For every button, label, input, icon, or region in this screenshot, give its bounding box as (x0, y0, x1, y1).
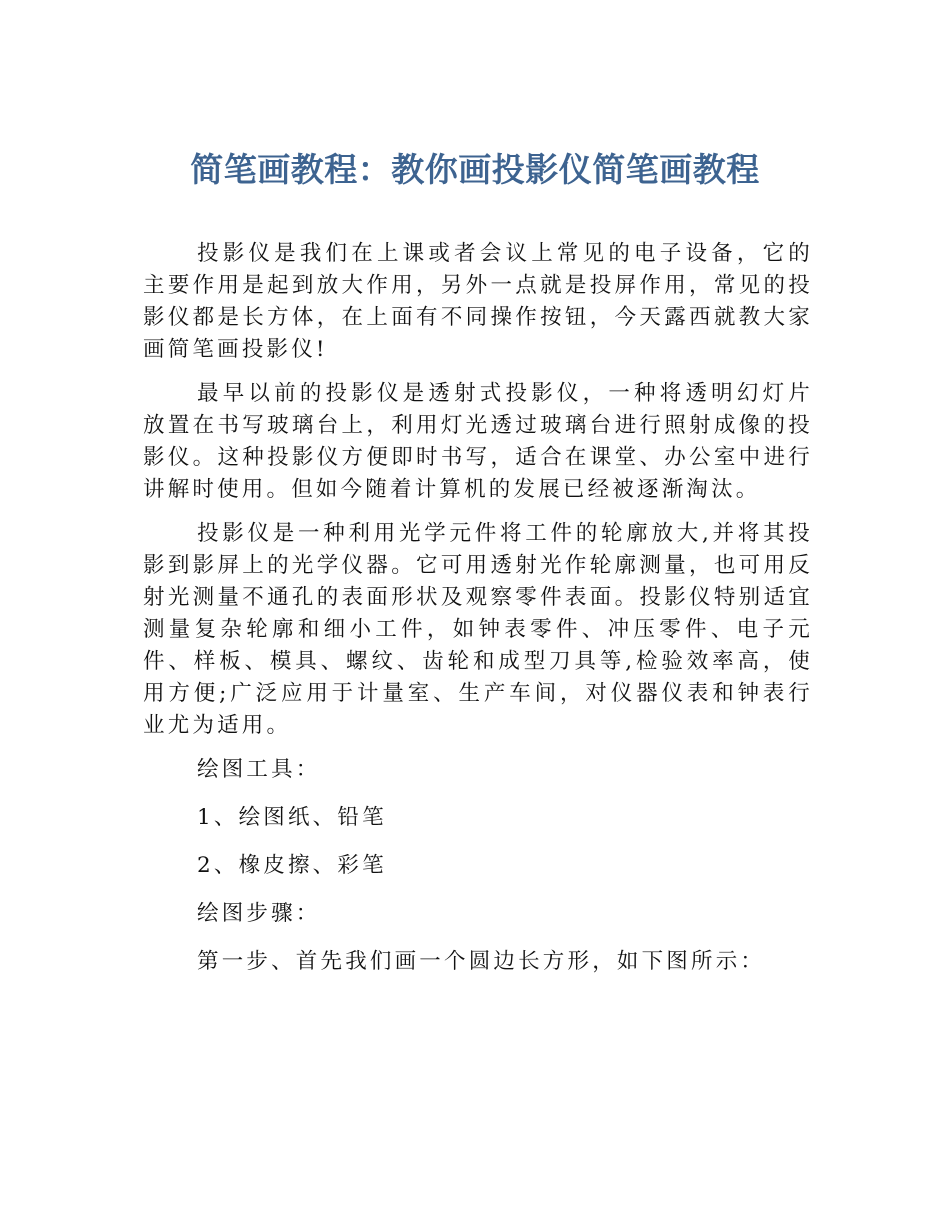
tool-item: 1、绘图纸、铅笔 (197, 805, 387, 830)
tools-heading: 绘图工具： (197, 757, 321, 782)
tool-item: 2、橡皮擦、彩笔 (197, 853, 387, 878)
steps-heading: 绘图步骤： (197, 901, 321, 926)
history-paragraph: 最早以前的投影仪是透射式投影仪，一种将透明幻灯片放置在书写玻璃台上，利用灯光透过玻璃台进行照射成像的投影仪。这种投影仪方便即时书写，适合在课堂、办公室中进行讲解时使用。但如今随着计算机的发展已经被逐渐淘汰。 (143, 381, 813, 502)
document-body (143, 238, 813, 994)
document-title: 简笔画教程：教你画投影仪简笔画教程 (190, 150, 760, 189)
step-item: 第一步、首先我们画一个圆边长方形，如下图所示： (197, 949, 766, 974)
description-paragraph: 投影仪是一种利用光学元件将工件的轮廓放大,并将其投影到影屏上的光学仪器。它可用透射光作轮廓测量，也可用反射光测量不通孔的表面形状及观察零件表面。投影仪特别适宜测量复杂轮廓和细小工件，如钟表零件、冲压零件、电子元件、样板、模具、螺纹、齿轮和成型刀具等,检验效率高，使用方便;广泛应用于计量室、生产车间，对仪器仪表和钟表行业尤为适用。 (143, 521, 813, 738)
intro-paragraph: 投影仪是我们在上课或者会议上常见的电子设备，它的主要作用是起到放大作用，另外一点就是投屏作用，常见的投影仪都是长方体，在上面有不同操作按钮，今天露西就教大家画简笔画投影仪! (143, 241, 813, 362)
